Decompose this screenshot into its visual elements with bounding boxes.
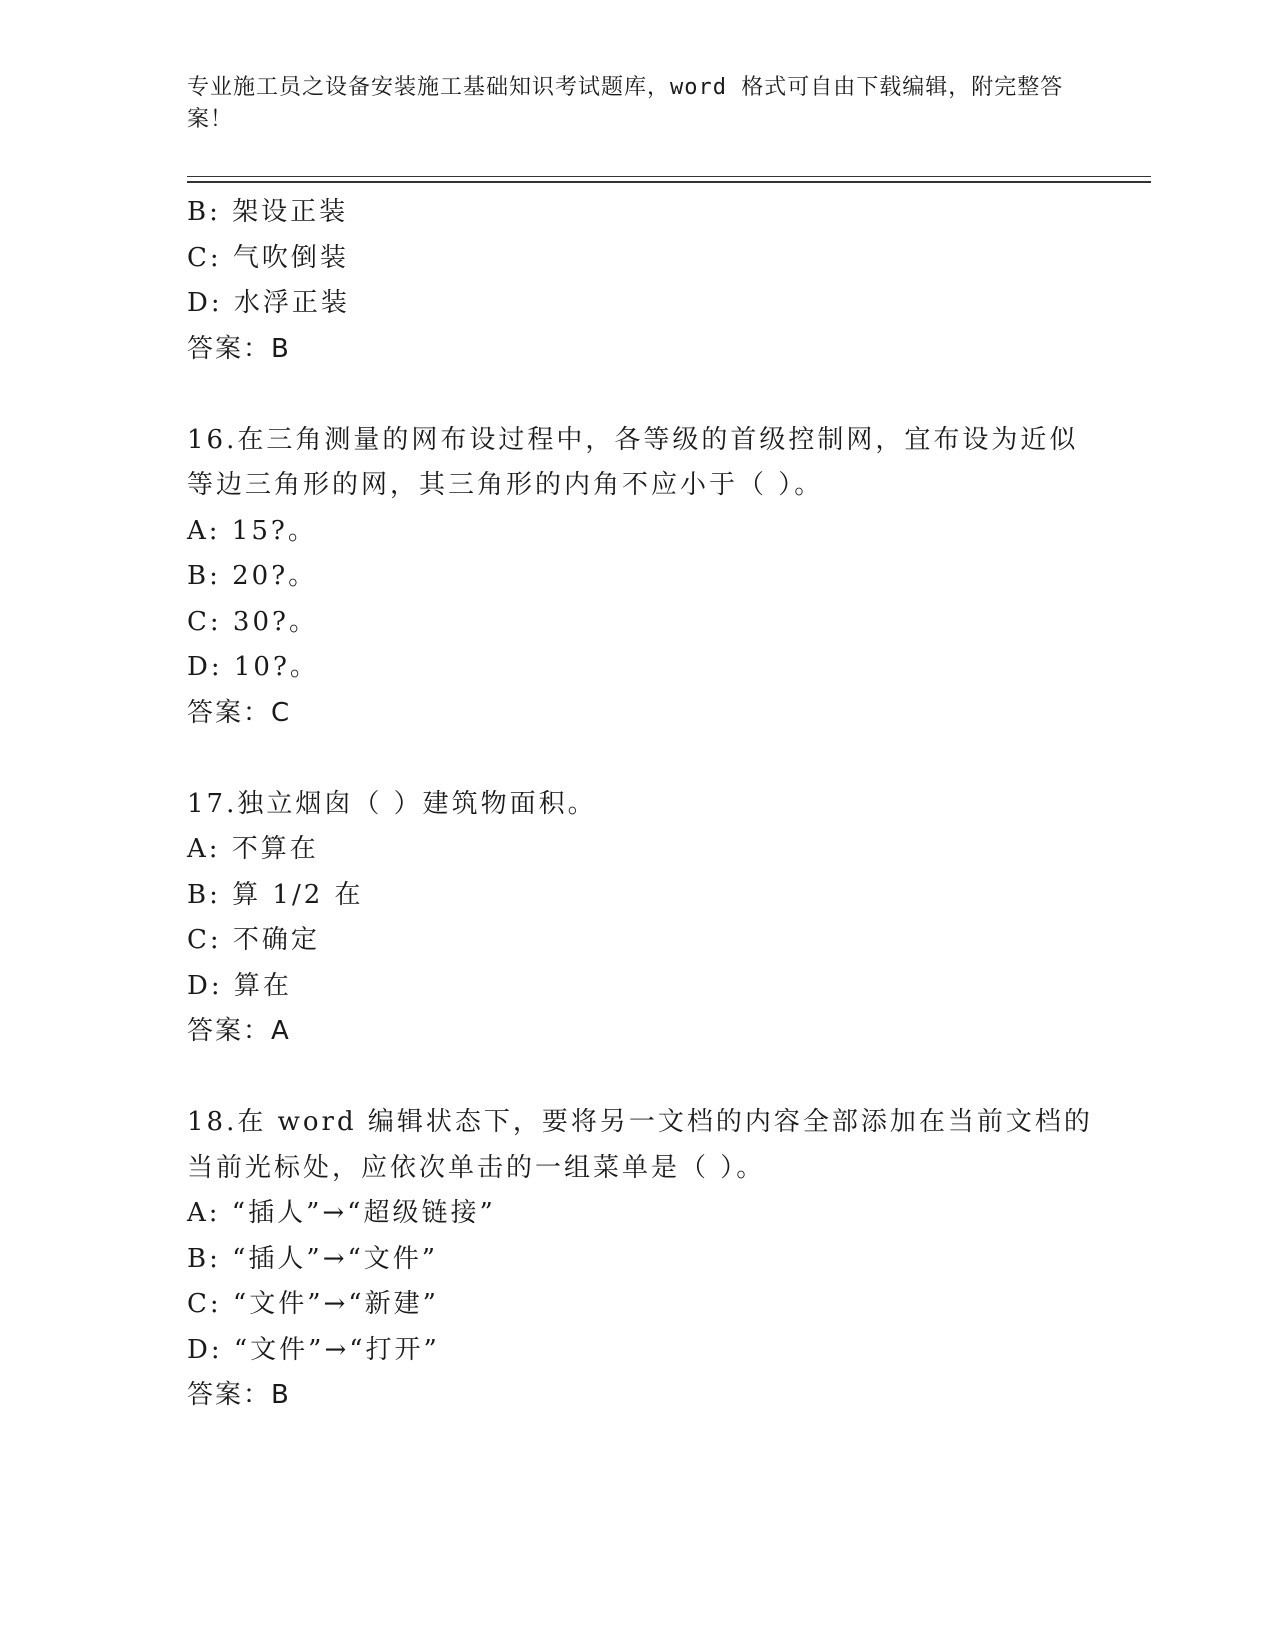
question-18	[187, 1100, 1093, 1419]
question-stem: 18.在 word 编辑状态下，要将另一文档的内容全部添加在当前文档的	[187, 1107, 1093, 1137]
spacer	[187, 736, 1087, 782]
question-stem-continued: 当前光标处，应依次单击的一组菜单是（ ）。	[187, 1152, 766, 1183]
option-d: D: 水浮正装	[187, 288, 350, 318]
option-b: B: 算 1/2 在	[187, 879, 364, 910]
option-a: A: 15?。	[187, 515, 317, 546]
question-16	[187, 418, 1087, 737]
option-d: D: “文件”→“打开”	[187, 1334, 440, 1365]
question-content	[187, 190, 1093, 1419]
question-stem: 17.独立烟囱（ ）建筑物面积。	[187, 788, 597, 819]
spacer	[187, 372, 1087, 418]
question-stem: 16.在三角测量的网布设过程中，各等级的首级控制网，宜布设为近似	[187, 424, 1079, 455]
option-b: B: 20?。	[187, 561, 318, 591]
option-d: D: 10?。	[187, 652, 319, 682]
option-c: C: 30?。	[187, 606, 318, 637]
option-c: C: 不确定	[187, 925, 320, 955]
header-divider-bottom	[187, 181, 1151, 183]
question-stem-continued: 等边三角形的网，其三角形的内角不应小于（ ）。	[187, 470, 824, 500]
answer-line: 答案：C	[187, 697, 292, 728]
option-c: C: “文件”→“新建”	[187, 1289, 439, 1319]
question-17	[187, 782, 1087, 1055]
question-15-continuation	[187, 190, 1087, 372]
option-c: C: 气吹倒装	[187, 242, 349, 273]
answer-line: 答案：B	[187, 333, 291, 364]
option-a: A: 不算在	[187, 834, 319, 864]
option-d: D: 算在	[187, 970, 292, 1001]
option-b: B: “插人”→“文件”	[187, 1243, 439, 1274]
spacer	[187, 1055, 1087, 1101]
option-b: B: 架设正装	[187, 197, 349, 227]
answer-line: 答案：B	[187, 1380, 291, 1410]
document-header: 专业施工员之设备安装施工基础知识考试题库，word 格式可自由下载编辑，附完整答案！	[187, 75, 1064, 132]
option-a: A: “插人”→“超级链接”	[187, 1198, 496, 1228]
answer-line: 答案：A	[187, 1016, 291, 1046]
header-divider-top	[187, 176, 1151, 177]
